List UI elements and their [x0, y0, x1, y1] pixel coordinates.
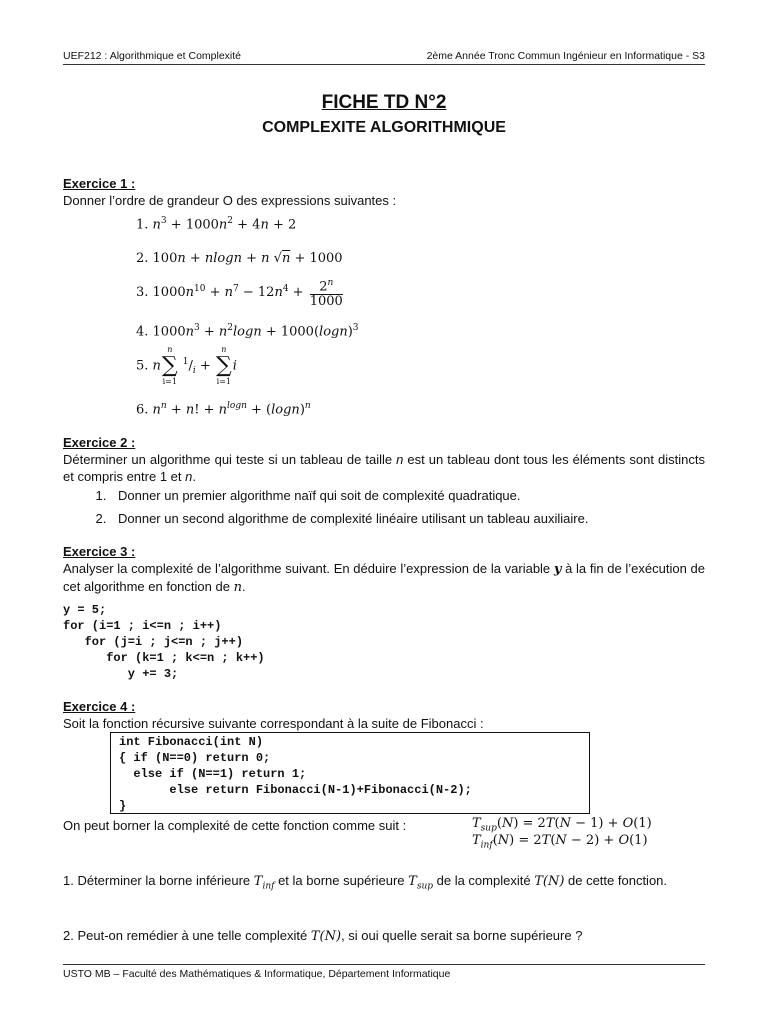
bound-text: On peut borner la complexité de cette fonction comme suit : [63, 818, 407, 833]
expr-1-num: 1. [136, 217, 149, 233]
fibonacci-code: int Fibonacci(int N) { if (N==0) return 0; else if (N==1) return 1; else return Fibonacci(N-1)+Fibonacci(N-2); } [119, 735, 472, 813]
exercise-3 [63, 543, 705, 682]
expr-5: 5. n n ∑ i=1 $^1/_i$ + n ∑ i=1 i [136, 345, 237, 386]
expr-4-num: 4. [136, 324, 149, 340]
exercise-1 [63, 175, 705, 209]
exercise-1-label: Exercice 1 : [63, 176, 136, 191]
page-header [63, 44, 705, 65]
expr-1: 1. $n^3 + 1000n^2 + 4n + 2$ [136, 216, 297, 233]
exercise-2-q1: 1. Donner un premier algorithme naïf qui soit de complexité quadratique. [110, 487, 705, 504]
exercise-2-questions [63, 487, 705, 527]
exercise-1-intro: Donner l’ordre de grandeur O des expressions suivantes : [63, 193, 397, 208]
recurrence-sup: $T_{sup}(N) = 2T(N - 1) + O(1)$ [472, 816, 652, 834]
header-program: 2ème Année Tronc Commun Ingénieur en Informatique - S3 [426, 50, 705, 62]
page-footer: USTO MB – Faculté des Mathématiques & Informatique, Département Informatique [63, 964, 705, 980]
expr-2: 2. 100n + nlogn + n √n + 1000 [136, 251, 343, 266]
exercise-4 [63, 698, 705, 732]
expr-3: 3. $1000n^{10} + n^7 - 12n^4$ + $\frac{2^n}{1000}$ [136, 278, 343, 310]
document-title: FICHE TD N°2 [321, 92, 447, 113]
exercise-3-text: Analyser la complexité de l’algorithme suivant. En déduire l’expression de la variable y à la fin de l’exécution de cet algorithme en fonction de n. [63, 561, 705, 595]
fibonacci-code-box [110, 732, 590, 814]
document-subtitle: COMPLEXITE ALGORITHMIQUE [262, 119, 506, 136]
exercise-3-label: Exercice 3 : [63, 544, 136, 559]
exercise-2 [63, 434, 705, 533]
expr-5-num: 5. [136, 358, 149, 374]
exercise-2-q2: 2. Donner un second algorithme de complexité linéaire utilisant un tableau auxiliaire. [110, 510, 705, 527]
exercise-4-q1: 1. Déterminer la borne inférieure $T_{inf}$ et la borne supérieure $T_{sup}$ de la complexité T(N) de cette fonction. [63, 873, 668, 892]
exercise-3-code: y = 5; for (i=1 ; i<=n ; i++) for (j=i ; j<=n ; j++) for (k=1 ; k<=n ; k++) y += 3; [63, 603, 265, 681]
expr-6: 6. $n^n + n$! + $n^{logn} + (\log n)^n$ [136, 401, 311, 418]
recurrence-inf: $T_{inf}(N) = 2T(N - 2) + O(1)$ [472, 833, 648, 851]
expr-3-num: 3. [136, 285, 149, 301]
exercise-4-intro: Soit la fonction récursive suivante correspondant à la suite de Fibonacci : [63, 716, 484, 731]
exercise-2-text: Déterminer un algorithme qui teste si un tableau de taille n est un tableau dont tous les éléments sont distincts et compris entre 1 et n. [63, 452, 706, 484]
exercise-4-q2: 2. Peut-on remédier à une telle complexité T(N), si oui quelle serait sa borne supérieure ? [63, 928, 583, 944]
header-course: UEF212 : Algorithmique et Complexité [63, 50, 242, 62]
expr-6-num: 6. [136, 402, 149, 418]
exercise-4-label: Exercice 4 : [63, 699, 136, 714]
expr-2-num: 2. [136, 251, 149, 266]
exercise-2-label: Exercice 2 : [63, 435, 136, 450]
expr-4: 4. $1000n^3 + n^2\log n + 1000(\log n)^3$ [136, 323, 359, 340]
